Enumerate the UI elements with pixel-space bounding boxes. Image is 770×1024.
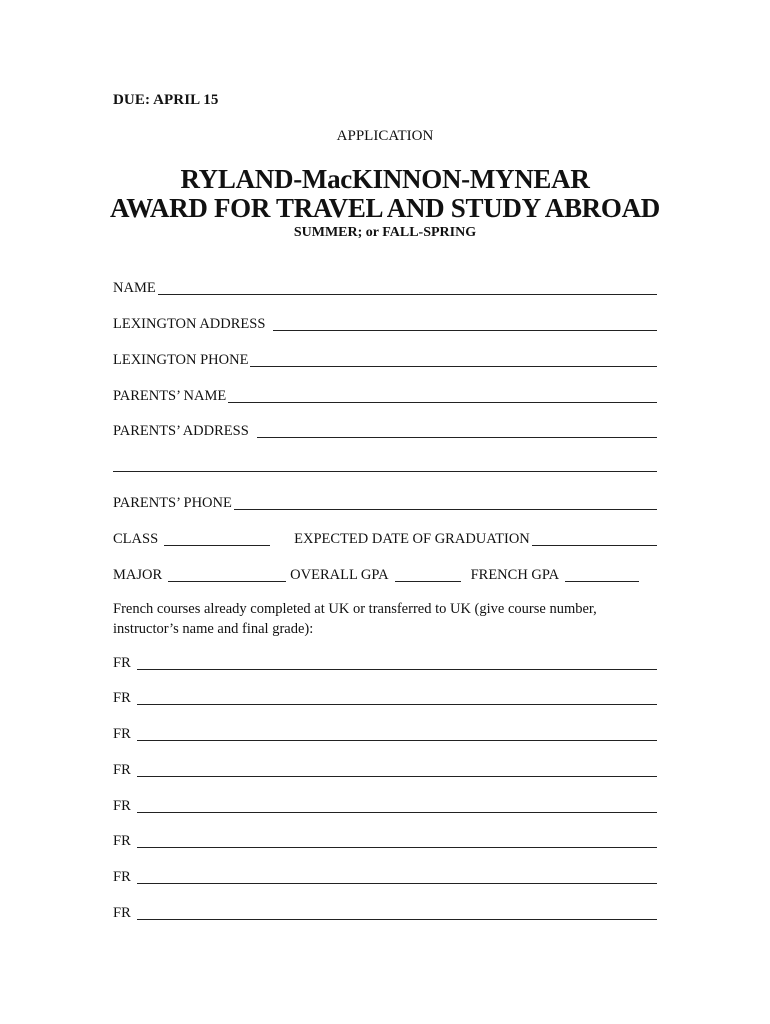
course-row[interactable] bbox=[113, 687, 657, 707]
course-row[interactable] bbox=[113, 866, 657, 886]
due-date: DUE: APRIL 15 bbox=[113, 92, 219, 108]
course-entry-line[interactable] bbox=[137, 869, 657, 884]
course-row[interactable] bbox=[113, 652, 657, 672]
award-title-line1: RYLAND-MacKINNON-MYNEAR bbox=[180, 164, 590, 194]
form-type-label: APPLICATION bbox=[336, 128, 434, 144]
overall-gpa-label: OVERALL GPA bbox=[290, 567, 389, 583]
french-gpa-label: FRENCH GPA bbox=[470, 567, 560, 583]
parents-name-label: PARENTS’ NAME bbox=[113, 388, 227, 404]
expected-graduation-line[interactable] bbox=[532, 531, 657, 546]
course-row[interactable] bbox=[113, 759, 657, 779]
parents-address-line-2[interactable] bbox=[113, 471, 657, 472]
course-prefix-label: FR bbox=[113, 833, 131, 849]
lexington-phone-label: LEXINGTON PHONE bbox=[113, 352, 249, 368]
class-graduation-row bbox=[113, 528, 657, 548]
class-label: CLASS bbox=[113, 531, 159, 547]
major-line[interactable] bbox=[168, 567, 286, 582]
course-entry-line[interactable] bbox=[137, 655, 657, 670]
name-field[interactable] bbox=[113, 277, 657, 297]
name-line[interactable] bbox=[158, 280, 657, 295]
overall-gpa-line[interactable] bbox=[395, 567, 461, 582]
parents-phone-field[interactable] bbox=[113, 492, 657, 512]
parents-address-label: PARENTS’ ADDRESS bbox=[113, 423, 249, 439]
award-terms: SUMMER; or FALL-SPRING bbox=[293, 225, 477, 240]
parents-phone-line[interactable] bbox=[234, 495, 657, 510]
course-entry-line[interactable] bbox=[137, 833, 657, 848]
course-prefix-label: FR bbox=[113, 869, 131, 885]
french-gpa-line[interactable] bbox=[565, 567, 639, 582]
name-label: NAME bbox=[113, 280, 156, 296]
course-entry-line[interactable] bbox=[137, 798, 657, 813]
lexington-phone-field[interactable] bbox=[113, 349, 657, 369]
course-prefix-label: FR bbox=[113, 762, 131, 778]
course-prefix-label: FR bbox=[113, 655, 131, 671]
parents-name-line[interactable] bbox=[228, 388, 657, 403]
course-prefix-label: FR bbox=[113, 690, 131, 706]
lexington-address-line[interactable] bbox=[273, 316, 657, 331]
expected-graduation-label: EXPECTED DATE OF GRADUATION bbox=[294, 531, 530, 547]
parents-phone-label: PARENTS’ PHONE bbox=[113, 495, 232, 511]
course-entry-line[interactable] bbox=[137, 762, 657, 777]
course-entry-line[interactable] bbox=[137, 905, 657, 920]
parents-address-field[interactable] bbox=[113, 420, 657, 440]
course-prefix-label: FR bbox=[113, 905, 131, 921]
course-row[interactable] bbox=[113, 795, 657, 815]
parents-name-field[interactable] bbox=[113, 385, 657, 405]
major-gpa-row bbox=[113, 564, 657, 584]
course-row[interactable] bbox=[113, 723, 657, 743]
class-line[interactable] bbox=[164, 531, 270, 546]
parents-address-line[interactable] bbox=[257, 423, 657, 438]
course-prefix-label: FR bbox=[113, 726, 131, 742]
lexington-address-field[interactable] bbox=[113, 313, 657, 333]
major-label: MAJOR bbox=[113, 567, 163, 583]
course-entry-line[interactable] bbox=[137, 726, 657, 741]
french-courses-instructions: French courses already completed at UK or transferred to UK (give course number, instructor’s name and final grade): bbox=[113, 601, 597, 637]
lexington-address-label: LEXINGTON ADDRESS bbox=[113, 316, 266, 332]
lexington-phone-line[interactable] bbox=[250, 352, 657, 367]
course-row[interactable] bbox=[113, 830, 657, 850]
course-prefix-label: FR bbox=[113, 798, 131, 814]
course-entry-line[interactable] bbox=[137, 690, 657, 705]
course-row[interactable] bbox=[113, 902, 657, 922]
award-title-line2: AWARD FOR TRAVEL AND STUDY ABROAD bbox=[110, 193, 660, 223]
